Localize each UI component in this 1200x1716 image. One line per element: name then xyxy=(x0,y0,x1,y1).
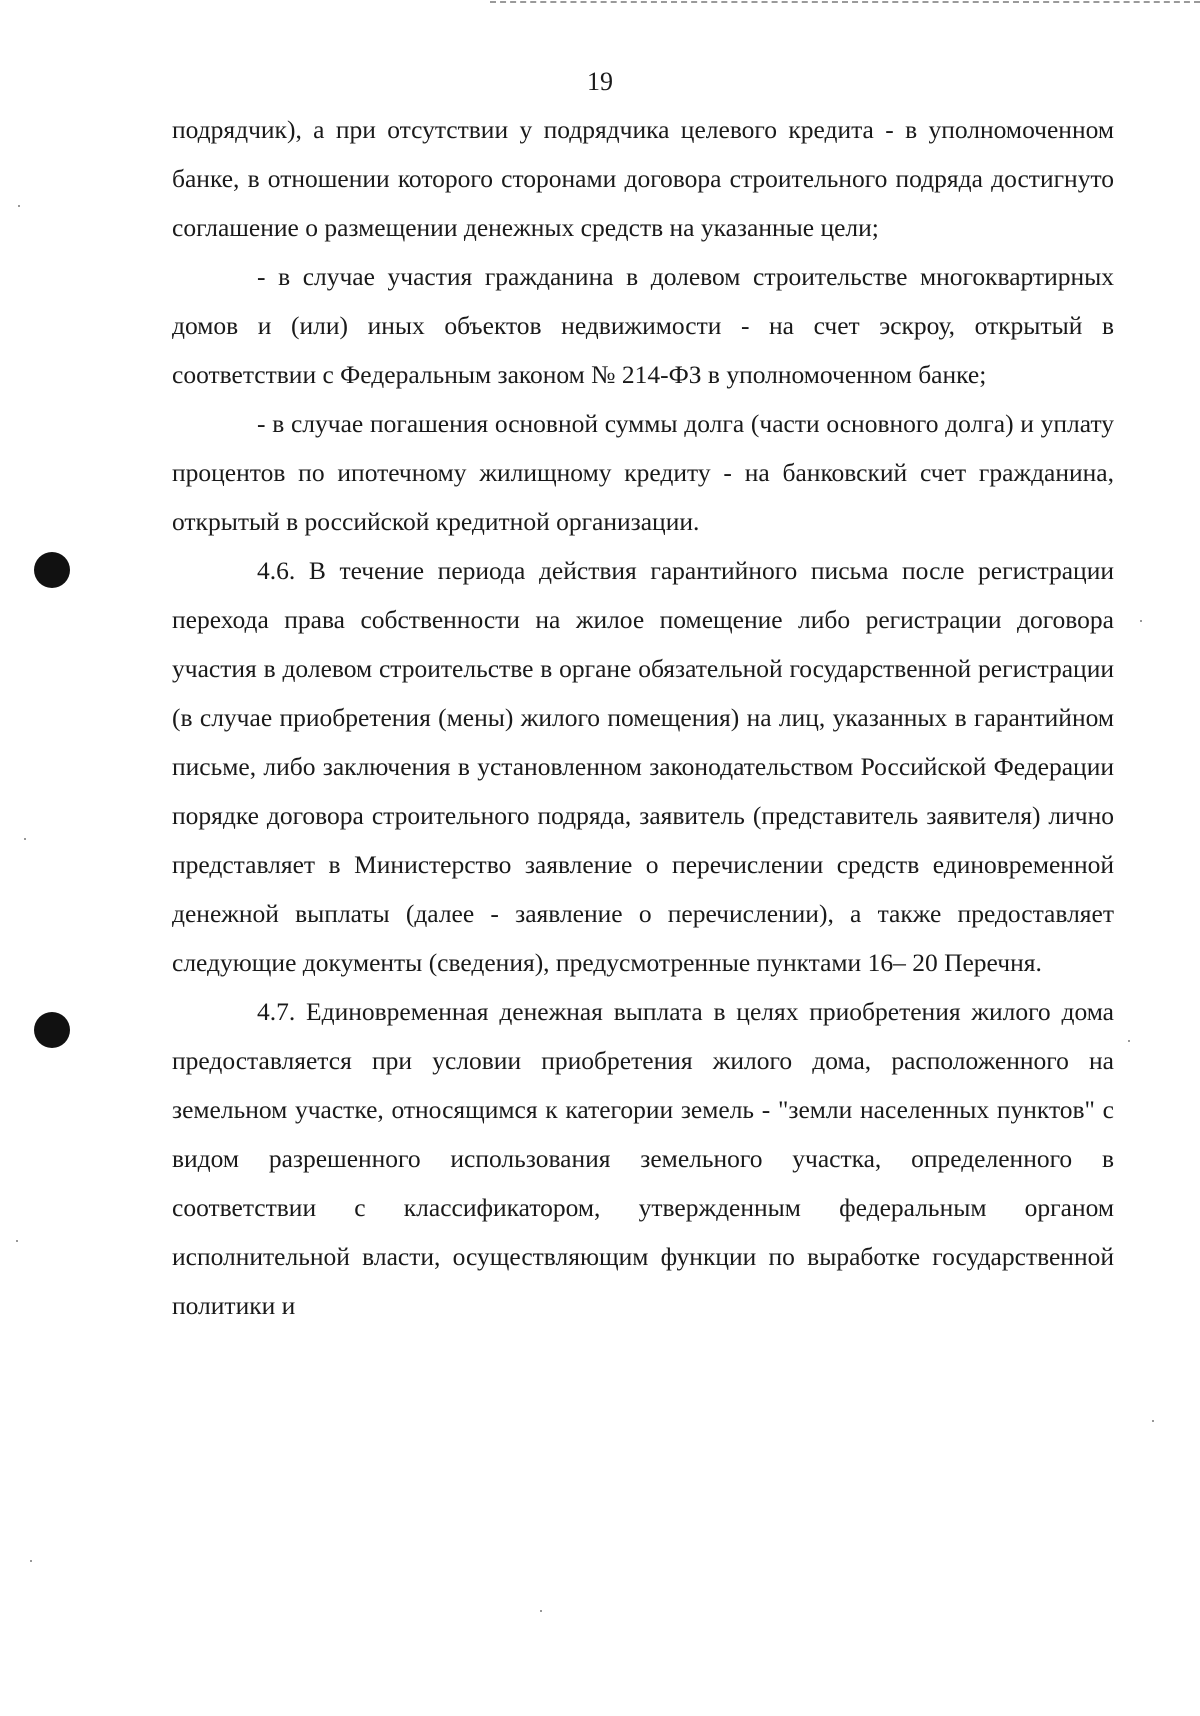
scan-speck xyxy=(24,838,26,840)
paragraph-4-7: 4.7. Единовременная денежная выплата в целях приобретения жилого дома предоставляется при условии приобретения жилого дома, расположенного на земельном участке, относящимся к категории земель - "земли населенных пунктов" с видом разрешенного использования земельного участка, определенного в соответствии с классификатором, утвержденным федеральным органом исполнительной власти, осуществляющим функции по выработке государственной политики и xyxy=(172,997,1114,1320)
scan-speck xyxy=(16,1240,18,1242)
punch-hole xyxy=(34,1012,70,1048)
paragraph-mortgage: - в случае погашения основной суммы долга (части основного долга) и уплату процентов по ипотечному жилищному кредиту - на банковский счет гражданина, открытый в российской кредитной организации. xyxy=(172,409,1114,536)
scan-speck xyxy=(540,1610,542,1612)
paragraph-continuation: подрядчик), а при отсутствии у подрядчика целевого кредита - в уполномоченном банке, в отношении которого сторонами договора строительного подряда достигнуто соглашение о размещении денежных средств на указанные цели; xyxy=(172,115,1114,242)
scan-speck xyxy=(30,1560,32,1562)
paragraph-escrow: - в случае участия гражданина в долевом строительстве многоквартирных домов и (или) иных объектов недвижимости - на счет эскроу, открытый в соответствии с Федеральным законом № 214-ФЗ в уполномоченном банке; xyxy=(172,262,1114,389)
punch-hole xyxy=(34,552,70,588)
scan-speck xyxy=(1128,1040,1130,1042)
document-body xyxy=(172,105,1114,1330)
scan-speck xyxy=(1152,1420,1154,1422)
page-number: 19 xyxy=(587,67,613,96)
scan-edge-line xyxy=(490,1,1200,3)
scan-speck xyxy=(18,205,20,207)
paragraph-4-6: 4.6. В течение периода действия гарантийного письма после регистрации перехода права собственности на жилое помещение либо регистрации договора участия в долевом строительстве в органе обязательной государственной регистрации (в случае приобретения (мены) жилого помещения) на лиц, указанных в гарантийном письме, либо заключения в установленном законодательством Российской Федерации порядке договора строительного подряда, заявитель (представитель заявителя) лично представляет в Министерство заявление о перечислении средств единовременной денежной выплаты (далее - заявление о перечислении), а также предоставляет следующие документы (сведения), предусмотренные пунктами 16– 20 Перечня. xyxy=(172,556,1114,977)
scan-speck xyxy=(1140,620,1142,622)
